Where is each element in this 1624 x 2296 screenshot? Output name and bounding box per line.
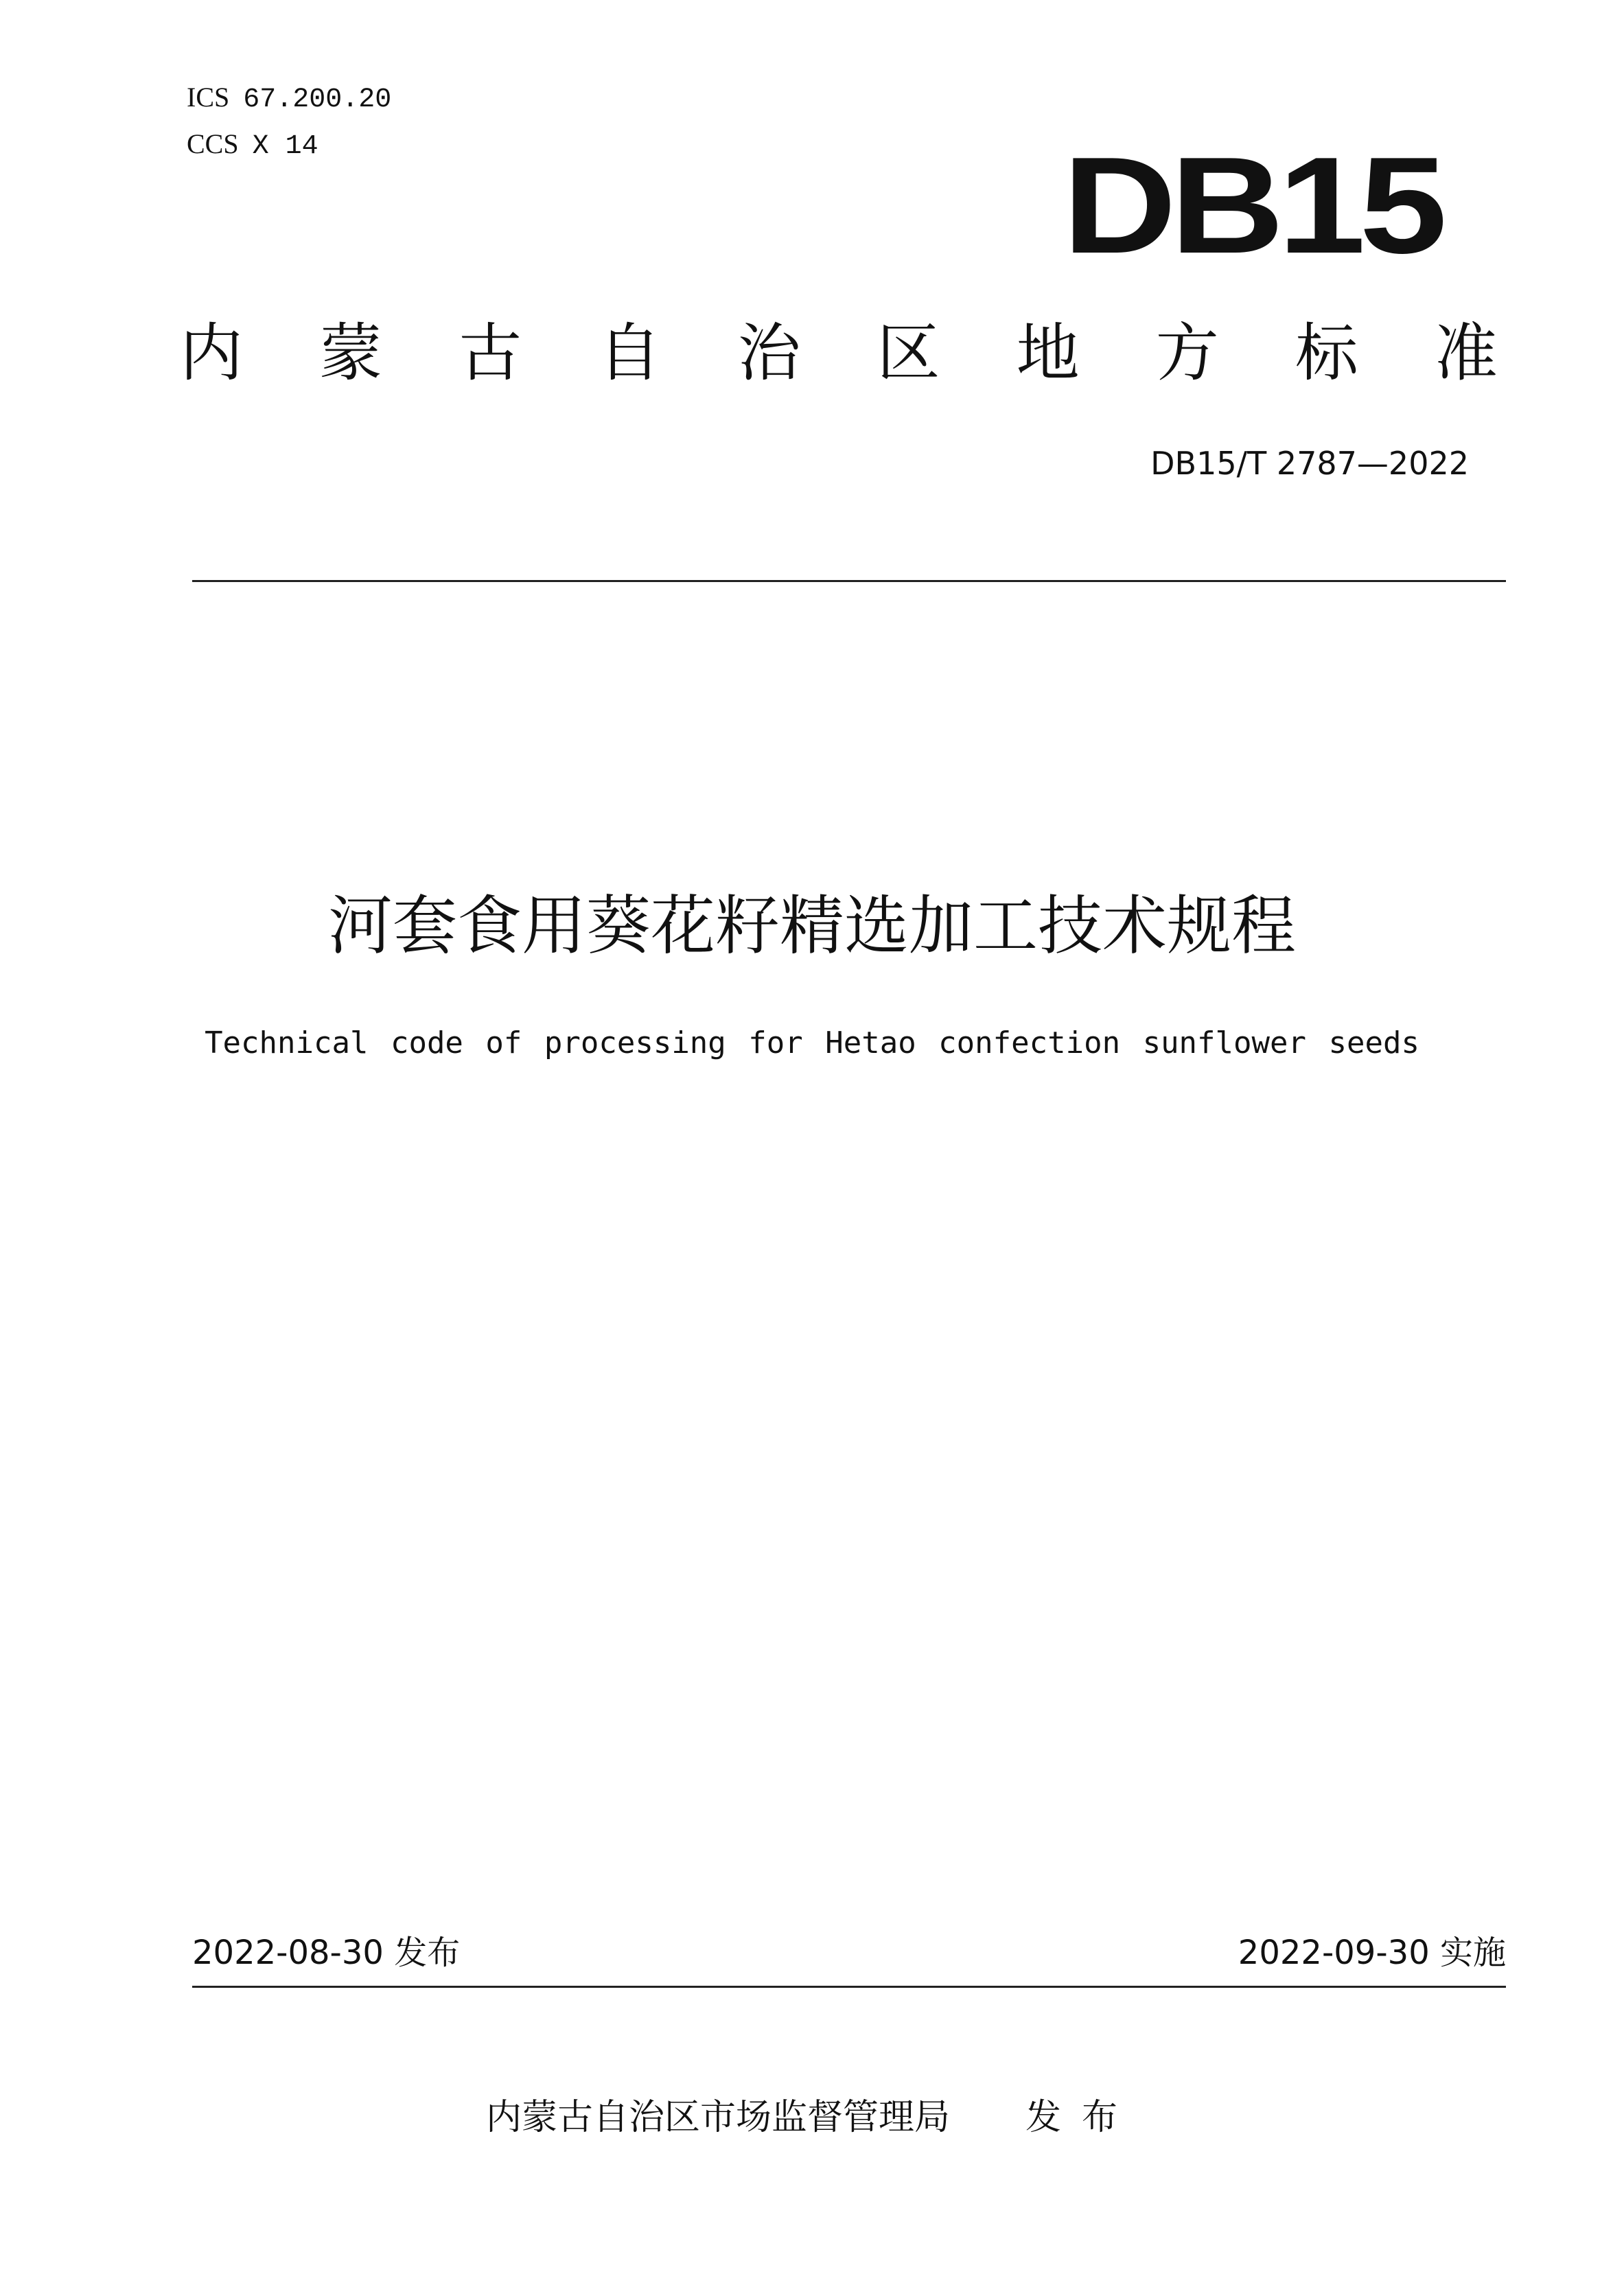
bottom-divider — [192, 1986, 1506, 1988]
standard-number: DB15/T 2787—2022 — [1150, 445, 1469, 482]
ccs-row — [187, 122, 391, 169]
issuer-name: 内蒙古自治区市场监督管理局 — [485, 2097, 950, 2138]
region-title-char: 内 — [180, 316, 244, 390]
document-title-zh: 河套食用葵花籽精选加工技术规程 — [327, 889, 1296, 964]
ics-row — [187, 76, 391, 122]
region-title-char: 古 — [459, 316, 522, 390]
region-title-char: 准 — [1434, 316, 1498, 390]
region-title-char: 地 — [1016, 316, 1080, 390]
issuer-row — [0, 2094, 1624, 2142]
region-title-char: 治 — [737, 316, 801, 390]
region-title-char: 自 — [598, 316, 662, 390]
region-title-char: 标 — [1295, 316, 1358, 390]
region-standard-title — [180, 316, 1498, 391]
issuer-action: 发布 — [1025, 2097, 1139, 2138]
region-title-char: 蒙 — [319, 316, 383, 390]
implement-date: 2022-09-30 实施 — [1238, 1934, 1506, 1972]
date-row — [192, 1930, 1506, 1975]
ics-code: 67.200.20 — [243, 84, 392, 115]
db15-logo: DB15 — [1063, 129, 1441, 282]
top-divider — [192, 580, 1506, 582]
ccs-code: X 14 — [252, 131, 318, 162]
document-title-en: Technical code of processing for Hetao confection sunflower seeds — [205, 1025, 1419, 1060]
classification-block — [187, 76, 391, 169]
publish-date: 2022-08-30 发布 — [192, 1934, 461, 1972]
ccs-label: CCS — [187, 128, 239, 159]
ics-label: ICS — [187, 82, 230, 113]
region-title-char: 方 — [1155, 316, 1219, 390]
region-title-char: 区 — [877, 316, 940, 390]
